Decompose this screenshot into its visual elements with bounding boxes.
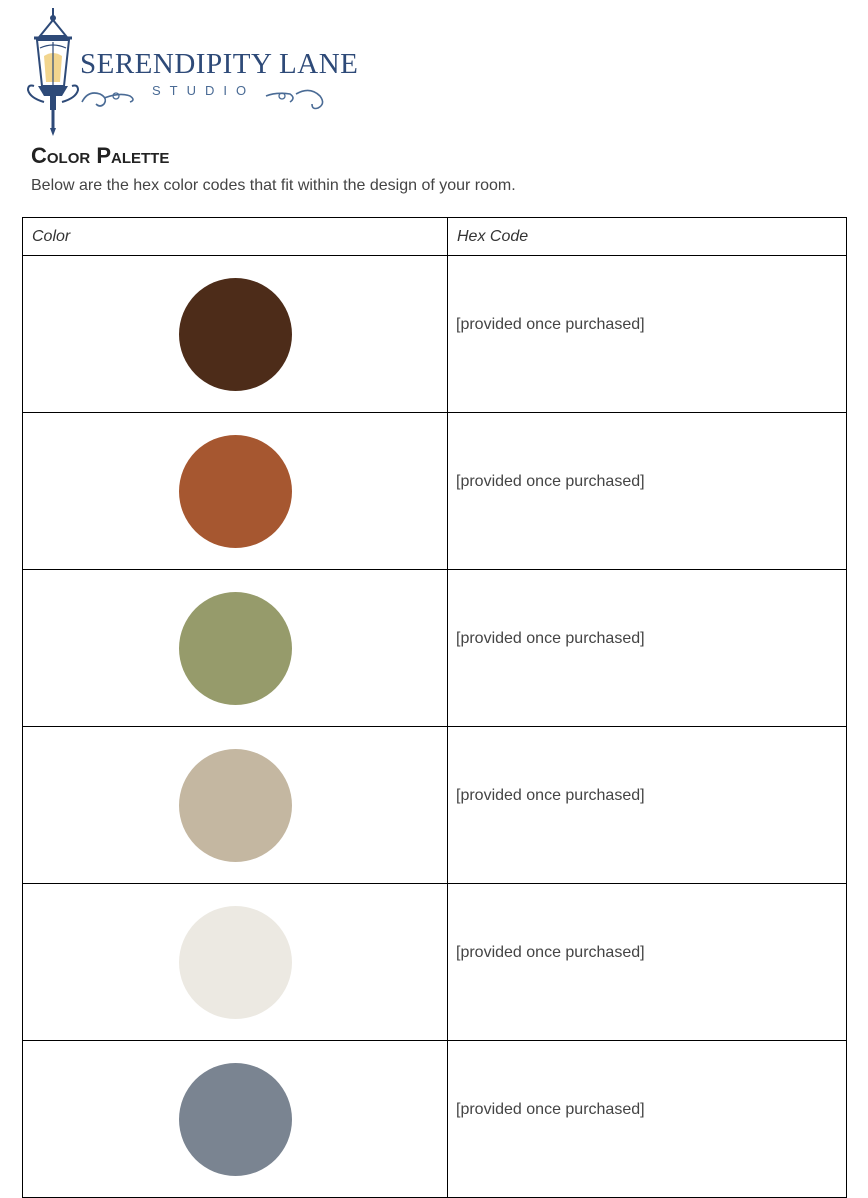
hex-code-cell: [provided once purchased] xyxy=(448,884,847,1041)
table-row xyxy=(23,413,847,570)
swatch-cell xyxy=(23,1041,448,1198)
color-swatch xyxy=(179,906,292,1019)
color-swatch xyxy=(179,435,292,548)
table-header-row xyxy=(23,218,847,256)
color-swatch xyxy=(179,749,292,862)
intro-text: Below are the hex color codes that fit within the design of your room. xyxy=(31,177,516,194)
color-swatch xyxy=(179,592,292,705)
column-header-hex: Hex Code xyxy=(448,218,847,256)
hex-code-cell: [provided once purchased] xyxy=(448,256,847,413)
swatch-cell xyxy=(23,256,448,413)
hex-code-cell: [provided once purchased] xyxy=(448,570,847,727)
table-row xyxy=(23,256,847,413)
color-swatch xyxy=(179,1063,292,1176)
color-swatch xyxy=(179,278,292,391)
column-header-color: Color xyxy=(23,218,448,256)
hex-code-cell: [provided once purchased] xyxy=(448,1041,847,1198)
table-row xyxy=(23,1041,847,1198)
table-row xyxy=(23,570,847,727)
brand-logo xyxy=(20,6,359,138)
swatch-cell xyxy=(23,570,448,727)
hex-code-cell: [provided once purchased] xyxy=(448,413,847,570)
brand-subtitle: STUDIO xyxy=(152,83,256,98)
table-row xyxy=(23,727,847,884)
swatch-cell xyxy=(23,884,448,1041)
brand-name: SERENDIPITY LANE xyxy=(80,48,359,80)
color-palette-table xyxy=(22,217,847,1198)
page-title: Color Palette xyxy=(31,143,170,168)
table-row xyxy=(23,884,847,1041)
swatch-cell xyxy=(23,727,448,884)
hex-code-cell: [provided once purchased] xyxy=(448,727,847,884)
swatch-cell xyxy=(23,413,448,570)
